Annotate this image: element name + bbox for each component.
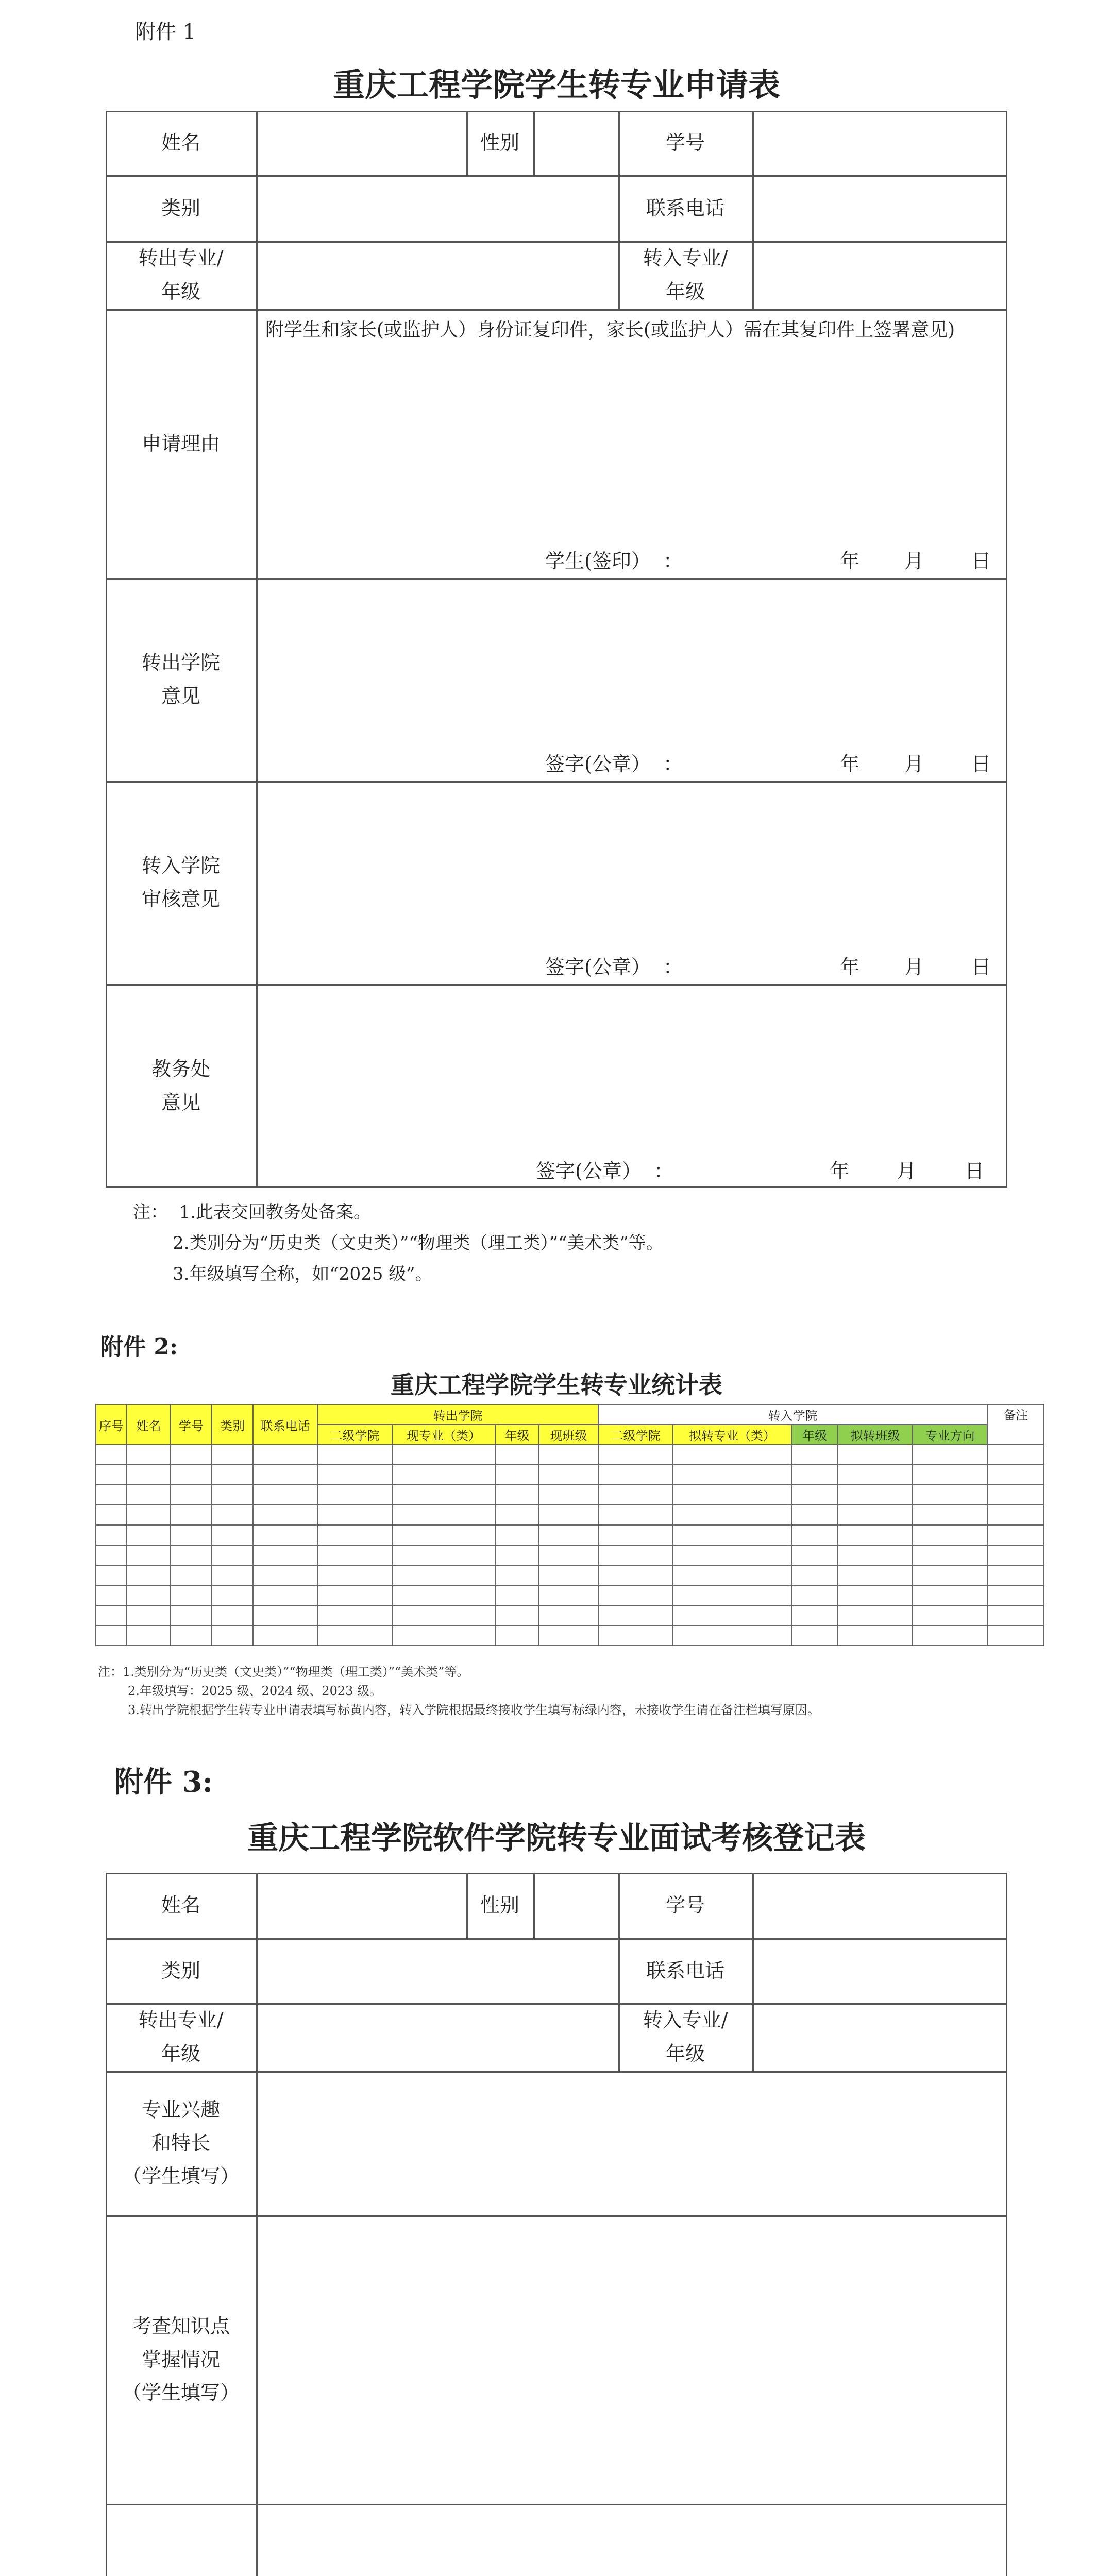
table-cell[interactable] xyxy=(171,1625,212,1646)
label-phone: 联系电话 xyxy=(646,196,724,219)
table-cell[interactable] xyxy=(171,1565,212,1585)
table-cell[interactable] xyxy=(317,1585,392,1605)
field-student-id[interactable] xyxy=(752,111,1007,175)
table-cell[interactable] xyxy=(987,1445,1044,1465)
table-cell[interactable] xyxy=(838,1605,913,1625)
table-cell[interactable] xyxy=(539,1625,598,1646)
table-cell[interactable] xyxy=(171,1445,212,1465)
label-interest xyxy=(106,2071,256,2215)
attachment3-label: 附件 3: xyxy=(114,1765,213,1799)
table-cell[interactable] xyxy=(598,1445,673,1465)
table-cell[interactable] xyxy=(212,1505,253,1525)
table-cell[interactable] xyxy=(791,1605,838,1625)
table-cell[interactable] xyxy=(673,1465,791,1485)
interview-field-in-major[interactable] xyxy=(752,2003,1007,2071)
label-academic-office-line2: 意见 xyxy=(161,1091,200,1114)
label-out-major-line1: 转出专业/ xyxy=(138,247,224,270)
table-cell[interactable] xyxy=(791,1565,838,1585)
header-phone: 联系电话 xyxy=(253,1404,317,1445)
academic-month: 月 xyxy=(897,1160,917,1182)
table-cell[interactable] xyxy=(253,1445,317,1465)
header-remark: 备注 xyxy=(987,1404,1044,1445)
table-cell[interactable] xyxy=(987,1505,1044,1525)
interview-field-gender[interactable] xyxy=(533,1873,618,1938)
label-out-college xyxy=(106,578,256,781)
table-cell[interactable] xyxy=(838,1465,913,1485)
table-cell[interactable] xyxy=(913,1525,987,1545)
table-row xyxy=(96,1505,1044,1525)
header-sid: 学号 xyxy=(171,1404,212,1445)
table-cell[interactable] xyxy=(495,1485,539,1505)
table-cell[interactable] xyxy=(253,1465,317,1485)
table-cell[interactable] xyxy=(96,1445,127,1465)
table-cell[interactable] xyxy=(127,1485,171,1505)
label-knowledge-line2: 掌握情况 xyxy=(141,2348,220,2371)
table-cell[interactable] xyxy=(127,1585,171,1605)
interview-label-in-major-line1: 转入专业/ xyxy=(643,2009,728,2032)
table-cell[interactable] xyxy=(392,1465,495,1485)
table-cell[interactable] xyxy=(598,1605,673,1625)
table-cell[interactable] xyxy=(913,1565,987,1585)
table-cell[interactable] xyxy=(838,1445,913,1465)
table-cell[interactable] xyxy=(791,1465,838,1485)
table-cell[interactable] xyxy=(913,1505,987,1525)
table-cell[interactable] xyxy=(212,1585,253,1605)
reason-hint: 附学生和家长(或监护人）身份证复印件，家长(或监护人）需在其复印件上签署意见) xyxy=(265,319,955,341)
table-cell[interactable] xyxy=(838,1625,913,1646)
table-cell[interactable] xyxy=(171,1465,212,1485)
in-college-year: 年 xyxy=(840,956,860,978)
table-cell[interactable] xyxy=(253,1505,317,1525)
table-cell[interactable] xyxy=(392,1505,495,1525)
interview-label-category: 类别 xyxy=(161,1959,200,1982)
interview-label-student-id: 学号 xyxy=(665,1894,705,1917)
table-cell[interactable] xyxy=(495,1565,539,1585)
header-out-sub: 现专业（类） xyxy=(392,1425,495,1445)
attachment1-title: 重庆工程学院学生转专业申请表 xyxy=(332,66,780,104)
table-cell[interactable] xyxy=(392,1545,495,1565)
interview-label-gender: 性别 xyxy=(480,1894,519,1917)
header-out-sub: 二级学院 xyxy=(317,1425,392,1445)
table-cell[interactable] xyxy=(987,1465,1044,1485)
table-cell[interactable] xyxy=(838,1505,913,1525)
table-cell[interactable] xyxy=(673,1625,791,1646)
table-cell[interactable] xyxy=(838,1585,913,1605)
field-gender[interactable] xyxy=(533,111,618,175)
interview-field-student-id[interactable] xyxy=(752,1873,1007,1938)
field-knowledge[interactable] xyxy=(258,2217,1006,2502)
table-cell[interactable] xyxy=(171,1525,212,1545)
table-cell[interactable] xyxy=(127,1465,171,1485)
table-cell[interactable] xyxy=(838,1485,913,1505)
table-cell[interactable] xyxy=(913,1605,987,1625)
table-cell[interactable] xyxy=(96,1485,127,1505)
table-cell[interactable] xyxy=(673,1485,791,1505)
table-cell[interactable] xyxy=(212,1445,253,1465)
table-cell[interactable] xyxy=(253,1525,317,1545)
interview-label-in-major xyxy=(618,2003,752,2071)
table-cell[interactable] xyxy=(791,1545,838,1565)
label-in-college xyxy=(106,781,256,984)
label-in-major-line1: 转入专业/ xyxy=(643,247,728,270)
label-reason: 申请理由 xyxy=(141,432,220,455)
interview-label-out-major xyxy=(106,2003,256,2071)
student-sign-label: 学生(签印） ： xyxy=(545,550,683,572)
table-cell[interactable] xyxy=(392,1485,495,1505)
attachment2-note-2: 2.年级填写：2025 级、2024 级、2023 级。 xyxy=(128,1684,382,1698)
attachment1-note-3: 3.年级填写全称，如“2025 级”。 xyxy=(173,1264,433,1284)
table-cell[interactable] xyxy=(212,1465,253,1485)
table-cell[interactable] xyxy=(392,1565,495,1585)
label-student-id: 学号 xyxy=(665,131,705,155)
header-out-college: 转出学院 xyxy=(317,1404,598,1425)
table-cell[interactable] xyxy=(673,1545,791,1565)
table-cell[interactable] xyxy=(913,1445,987,1465)
table-cell[interactable] xyxy=(392,1525,495,1545)
table-cell[interactable] xyxy=(539,1485,598,1505)
table-cell[interactable] xyxy=(495,1465,539,1485)
table-cell[interactable] xyxy=(598,1465,673,1485)
label-out-college-line2: 意见 xyxy=(161,685,200,707)
field-name[interactable] xyxy=(256,111,466,175)
table-cell[interactable] xyxy=(392,1605,495,1625)
table-cell[interactable] xyxy=(127,1545,171,1565)
field-evaluation[interactable] xyxy=(258,2505,1006,2576)
field-interest[interactable] xyxy=(258,2073,1006,2214)
table-cell[interactable] xyxy=(212,1565,253,1585)
header-out-sub: 年级 xyxy=(495,1425,539,1445)
table-cell[interactable] xyxy=(598,1485,673,1505)
table-row xyxy=(96,1465,1044,1485)
header-name: 姓名 xyxy=(127,1404,171,1445)
out-college-year: 年 xyxy=(840,753,860,775)
in-college-sign-label: 签字(公章） ： xyxy=(545,956,683,978)
table-cell[interactable] xyxy=(253,1605,317,1625)
table-cell[interactable] xyxy=(987,1485,1044,1505)
table-cell[interactable] xyxy=(253,1585,317,1605)
table-cell[interactable] xyxy=(598,1505,673,1525)
table-cell[interactable] xyxy=(253,1545,317,1565)
label-academic-office-line1: 教务处 xyxy=(151,1057,210,1080)
table-cell[interactable] xyxy=(317,1485,392,1505)
table-cell[interactable] xyxy=(96,1505,127,1525)
interview-label-out-major-line2: 年级 xyxy=(161,2042,200,2065)
table-cell[interactable] xyxy=(317,1545,392,1565)
field-phone[interactable] xyxy=(752,175,1007,241)
table-cell[interactable] xyxy=(317,1525,392,1545)
interview-field-name[interactable] xyxy=(256,1873,466,1938)
table-cell[interactable] xyxy=(913,1585,987,1605)
in-college-day: 日 xyxy=(971,956,991,978)
table-cell[interactable] xyxy=(673,1585,791,1605)
table-cell[interactable] xyxy=(392,1585,495,1605)
header-in-sub: 拟转专业（类） xyxy=(673,1425,791,1445)
table-cell[interactable] xyxy=(539,1465,598,1485)
table-cell[interactable] xyxy=(171,1485,212,1505)
label-evaluation xyxy=(106,2504,256,2576)
label-out-college-line1: 转出学院 xyxy=(141,651,220,674)
table-cell[interactable] xyxy=(96,1585,127,1605)
table-cell[interactable] xyxy=(598,1565,673,1585)
field-out-major[interactable] xyxy=(256,241,618,309)
table-row xyxy=(96,1525,1044,1545)
table-cell[interactable] xyxy=(539,1545,598,1565)
table-cell[interactable] xyxy=(539,1585,598,1605)
academic-day: 日 xyxy=(965,1160,985,1182)
header-out-sub: 现班级 xyxy=(539,1425,598,1445)
table-cell[interactable] xyxy=(212,1525,253,1545)
table-cell[interactable] xyxy=(987,1545,1044,1565)
table-cell[interactable] xyxy=(791,1505,838,1525)
table-cell[interactable] xyxy=(913,1625,987,1646)
table-cell[interactable] xyxy=(127,1625,171,1646)
table-cell[interactable] xyxy=(495,1545,539,1565)
table-cell[interactable] xyxy=(171,1545,212,1565)
header-in-college: 转入学院 xyxy=(598,1404,987,1425)
table-cell[interactable] xyxy=(171,1505,212,1525)
table-cell[interactable] xyxy=(791,1585,838,1605)
table-cell[interactable] xyxy=(913,1465,987,1485)
label-gender: 性别 xyxy=(480,131,519,155)
table-cell[interactable] xyxy=(987,1565,1044,1585)
table-cell[interactable] xyxy=(495,1605,539,1625)
field-category[interactable] xyxy=(256,175,618,241)
header-in-sub: 二级学院 xyxy=(598,1425,673,1445)
label-in-major-line2: 年级 xyxy=(665,280,705,303)
table-cell[interactable] xyxy=(598,1525,673,1545)
reason-day: 日 xyxy=(971,550,991,572)
table-cell[interactable] xyxy=(212,1545,253,1565)
table-cell[interactable] xyxy=(495,1445,539,1465)
table-cell[interactable] xyxy=(673,1505,791,1525)
table-cell[interactable] xyxy=(987,1625,1044,1646)
attachment2-title: 重庆工程学院学生转专业统计表 xyxy=(391,1371,722,1399)
table-cell[interactable] xyxy=(96,1625,127,1646)
out-college-month: 月 xyxy=(904,753,924,775)
label-knowledge-line1: 考查知识点 xyxy=(131,2315,230,2338)
interview-label-phone: 联系电话 xyxy=(646,1959,724,1982)
reason-year: 年 xyxy=(840,550,860,572)
table-cell[interactable] xyxy=(317,1565,392,1585)
attachment2-label: 附件 2: xyxy=(100,1334,178,1360)
table-cell[interactable] xyxy=(987,1605,1044,1625)
table-cell[interactable] xyxy=(392,1445,495,1465)
header-in-sub: 专业方向 xyxy=(913,1425,987,1445)
table-row xyxy=(96,1605,1044,1625)
table-cell[interactable] xyxy=(392,1625,495,1646)
out-college-sign-label: 签字(公章） ： xyxy=(545,753,683,775)
table-row xyxy=(96,1565,1044,1585)
table-cell[interactable] xyxy=(253,1625,317,1646)
table-cell[interactable] xyxy=(127,1525,171,1545)
attachment2-note-1: 注：1.类别分为“历史类（文史类）”“物理类（理工类）”“美术类”等。 xyxy=(98,1665,469,1679)
label-in-college-line2: 审核意见 xyxy=(141,888,220,910)
label-name: 姓名 xyxy=(161,131,200,155)
interview-field-phone[interactable] xyxy=(752,1938,1007,2003)
table-cell[interactable] xyxy=(495,1505,539,1525)
table-cell[interactable] xyxy=(539,1565,598,1585)
table-cell[interactable] xyxy=(673,1565,791,1585)
statistics-table xyxy=(95,1404,1044,1646)
table-cell[interactable] xyxy=(987,1525,1044,1545)
table-cell[interactable] xyxy=(253,1565,317,1585)
table-cell[interactable] xyxy=(791,1485,838,1505)
attachment1-note-2: 2.类别分为“历史类（文史类）”“物理类（理工类）”“美术类”等。 xyxy=(173,1233,664,1253)
table-cell[interactable] xyxy=(539,1505,598,1525)
table-cell[interactable] xyxy=(495,1525,539,1545)
table-cell[interactable] xyxy=(317,1605,392,1625)
table-cell[interactable] xyxy=(127,1605,171,1625)
interview-field-out-major[interactable] xyxy=(256,2003,618,2071)
label-out-major-line2: 年级 xyxy=(161,280,200,303)
label-interest-line1: 专业兴趣 xyxy=(141,2098,220,2122)
academic-year: 年 xyxy=(830,1160,850,1182)
table-cell[interactable] xyxy=(791,1525,838,1545)
interview-label-name: 姓名 xyxy=(161,1894,200,1917)
table-cell[interactable] xyxy=(539,1445,598,1465)
header-in-sub: 年级 xyxy=(791,1425,838,1445)
table-cell[interactable] xyxy=(791,1445,838,1465)
table-cell[interactable] xyxy=(598,1625,673,1646)
field-reason[interactable] xyxy=(258,311,1006,577)
table-row xyxy=(96,1445,1044,1465)
table-cell[interactable] xyxy=(127,1565,171,1585)
table-cell[interactable] xyxy=(171,1605,212,1625)
attachment1-label: 附件 1 xyxy=(135,20,196,44)
table-cell[interactable] xyxy=(495,1625,539,1646)
table-cell[interactable] xyxy=(838,1545,913,1565)
table-cell[interactable] xyxy=(539,1605,598,1625)
table-cell[interactable] xyxy=(317,1625,392,1646)
table-cell[interactable] xyxy=(673,1605,791,1625)
attachment2-note-3: 3.转出学院根据学生转专业申请表填写标黄内容，转入学院根据最终接收学生填写标绿内容，未接收学生请在备注栏填写原因。 xyxy=(128,1703,820,1717)
in-college-month: 月 xyxy=(904,956,924,978)
label-in-major xyxy=(618,241,752,309)
header-seq: 序号 xyxy=(96,1404,127,1445)
table-cell[interactable] xyxy=(253,1485,317,1505)
academic-sign-label: 签字(公章） ： xyxy=(536,1160,673,1182)
table-cell[interactable] xyxy=(791,1625,838,1646)
label-out-major xyxy=(106,241,256,309)
label-interest-line2: 和特长 xyxy=(151,2131,210,2155)
table-cell[interactable] xyxy=(212,1605,253,1625)
reason-month: 月 xyxy=(904,550,924,572)
table-cell[interactable] xyxy=(598,1585,673,1605)
table-cell[interactable] xyxy=(913,1545,987,1565)
label-knowledge xyxy=(106,2215,256,2504)
out-college-day: 日 xyxy=(971,753,991,775)
attachment3-title: 重庆工程学院软件学院转专业面试考核登记表 xyxy=(247,1820,866,1856)
interview-field-category[interactable] xyxy=(256,1938,618,2003)
table-cell[interactable] xyxy=(598,1545,673,1565)
label-in-college-line1: 转入学院 xyxy=(141,854,220,877)
table-cell[interactable] xyxy=(171,1585,212,1605)
table-cell[interactable] xyxy=(96,1605,127,1625)
table-cell[interactable] xyxy=(212,1485,253,1505)
table-cell[interactable] xyxy=(127,1445,171,1465)
table-row xyxy=(96,1625,1044,1646)
table-row xyxy=(96,1545,1044,1565)
table-cell[interactable] xyxy=(96,1545,127,1565)
table-cell[interactable] xyxy=(212,1625,253,1646)
table-cell[interactable] xyxy=(673,1445,791,1465)
header-in-sub: 拟转班级 xyxy=(838,1425,913,1445)
table-cell[interactable] xyxy=(673,1525,791,1545)
table-cell[interactable] xyxy=(96,1465,127,1485)
header-category: 类别 xyxy=(212,1404,253,1445)
table-cell[interactable] xyxy=(127,1505,171,1525)
table-row xyxy=(96,1485,1044,1505)
table-cell[interactable] xyxy=(539,1525,598,1545)
table-cell[interactable] xyxy=(96,1525,127,1545)
table-cell[interactable] xyxy=(913,1485,987,1505)
attachment1-note-1: 注： 1.此表交回教务处备案。 xyxy=(133,1202,372,1223)
table-row xyxy=(96,1585,1044,1605)
interview-label-in-major-line2: 年级 xyxy=(665,2042,705,2065)
interview-label-out-major-line1: 转出专业/ xyxy=(138,2009,224,2032)
table-cell[interactable] xyxy=(96,1565,127,1585)
table-cell[interactable] xyxy=(317,1505,392,1525)
table-cell[interactable] xyxy=(317,1465,392,1485)
table-cell[interactable] xyxy=(987,1585,1044,1605)
label-interest-line3: （学生填写） xyxy=(122,2165,240,2188)
table-cell[interactable] xyxy=(495,1585,539,1605)
label-category: 类别 xyxy=(161,196,200,219)
label-knowledge-line3: （学生填写） xyxy=(122,2381,240,2404)
table-cell[interactable] xyxy=(838,1525,913,1545)
table-cell[interactable] xyxy=(317,1445,392,1465)
table-cell[interactable] xyxy=(838,1565,913,1585)
label-academic-office xyxy=(106,984,256,1188)
field-in-major[interactable] xyxy=(752,241,1007,309)
